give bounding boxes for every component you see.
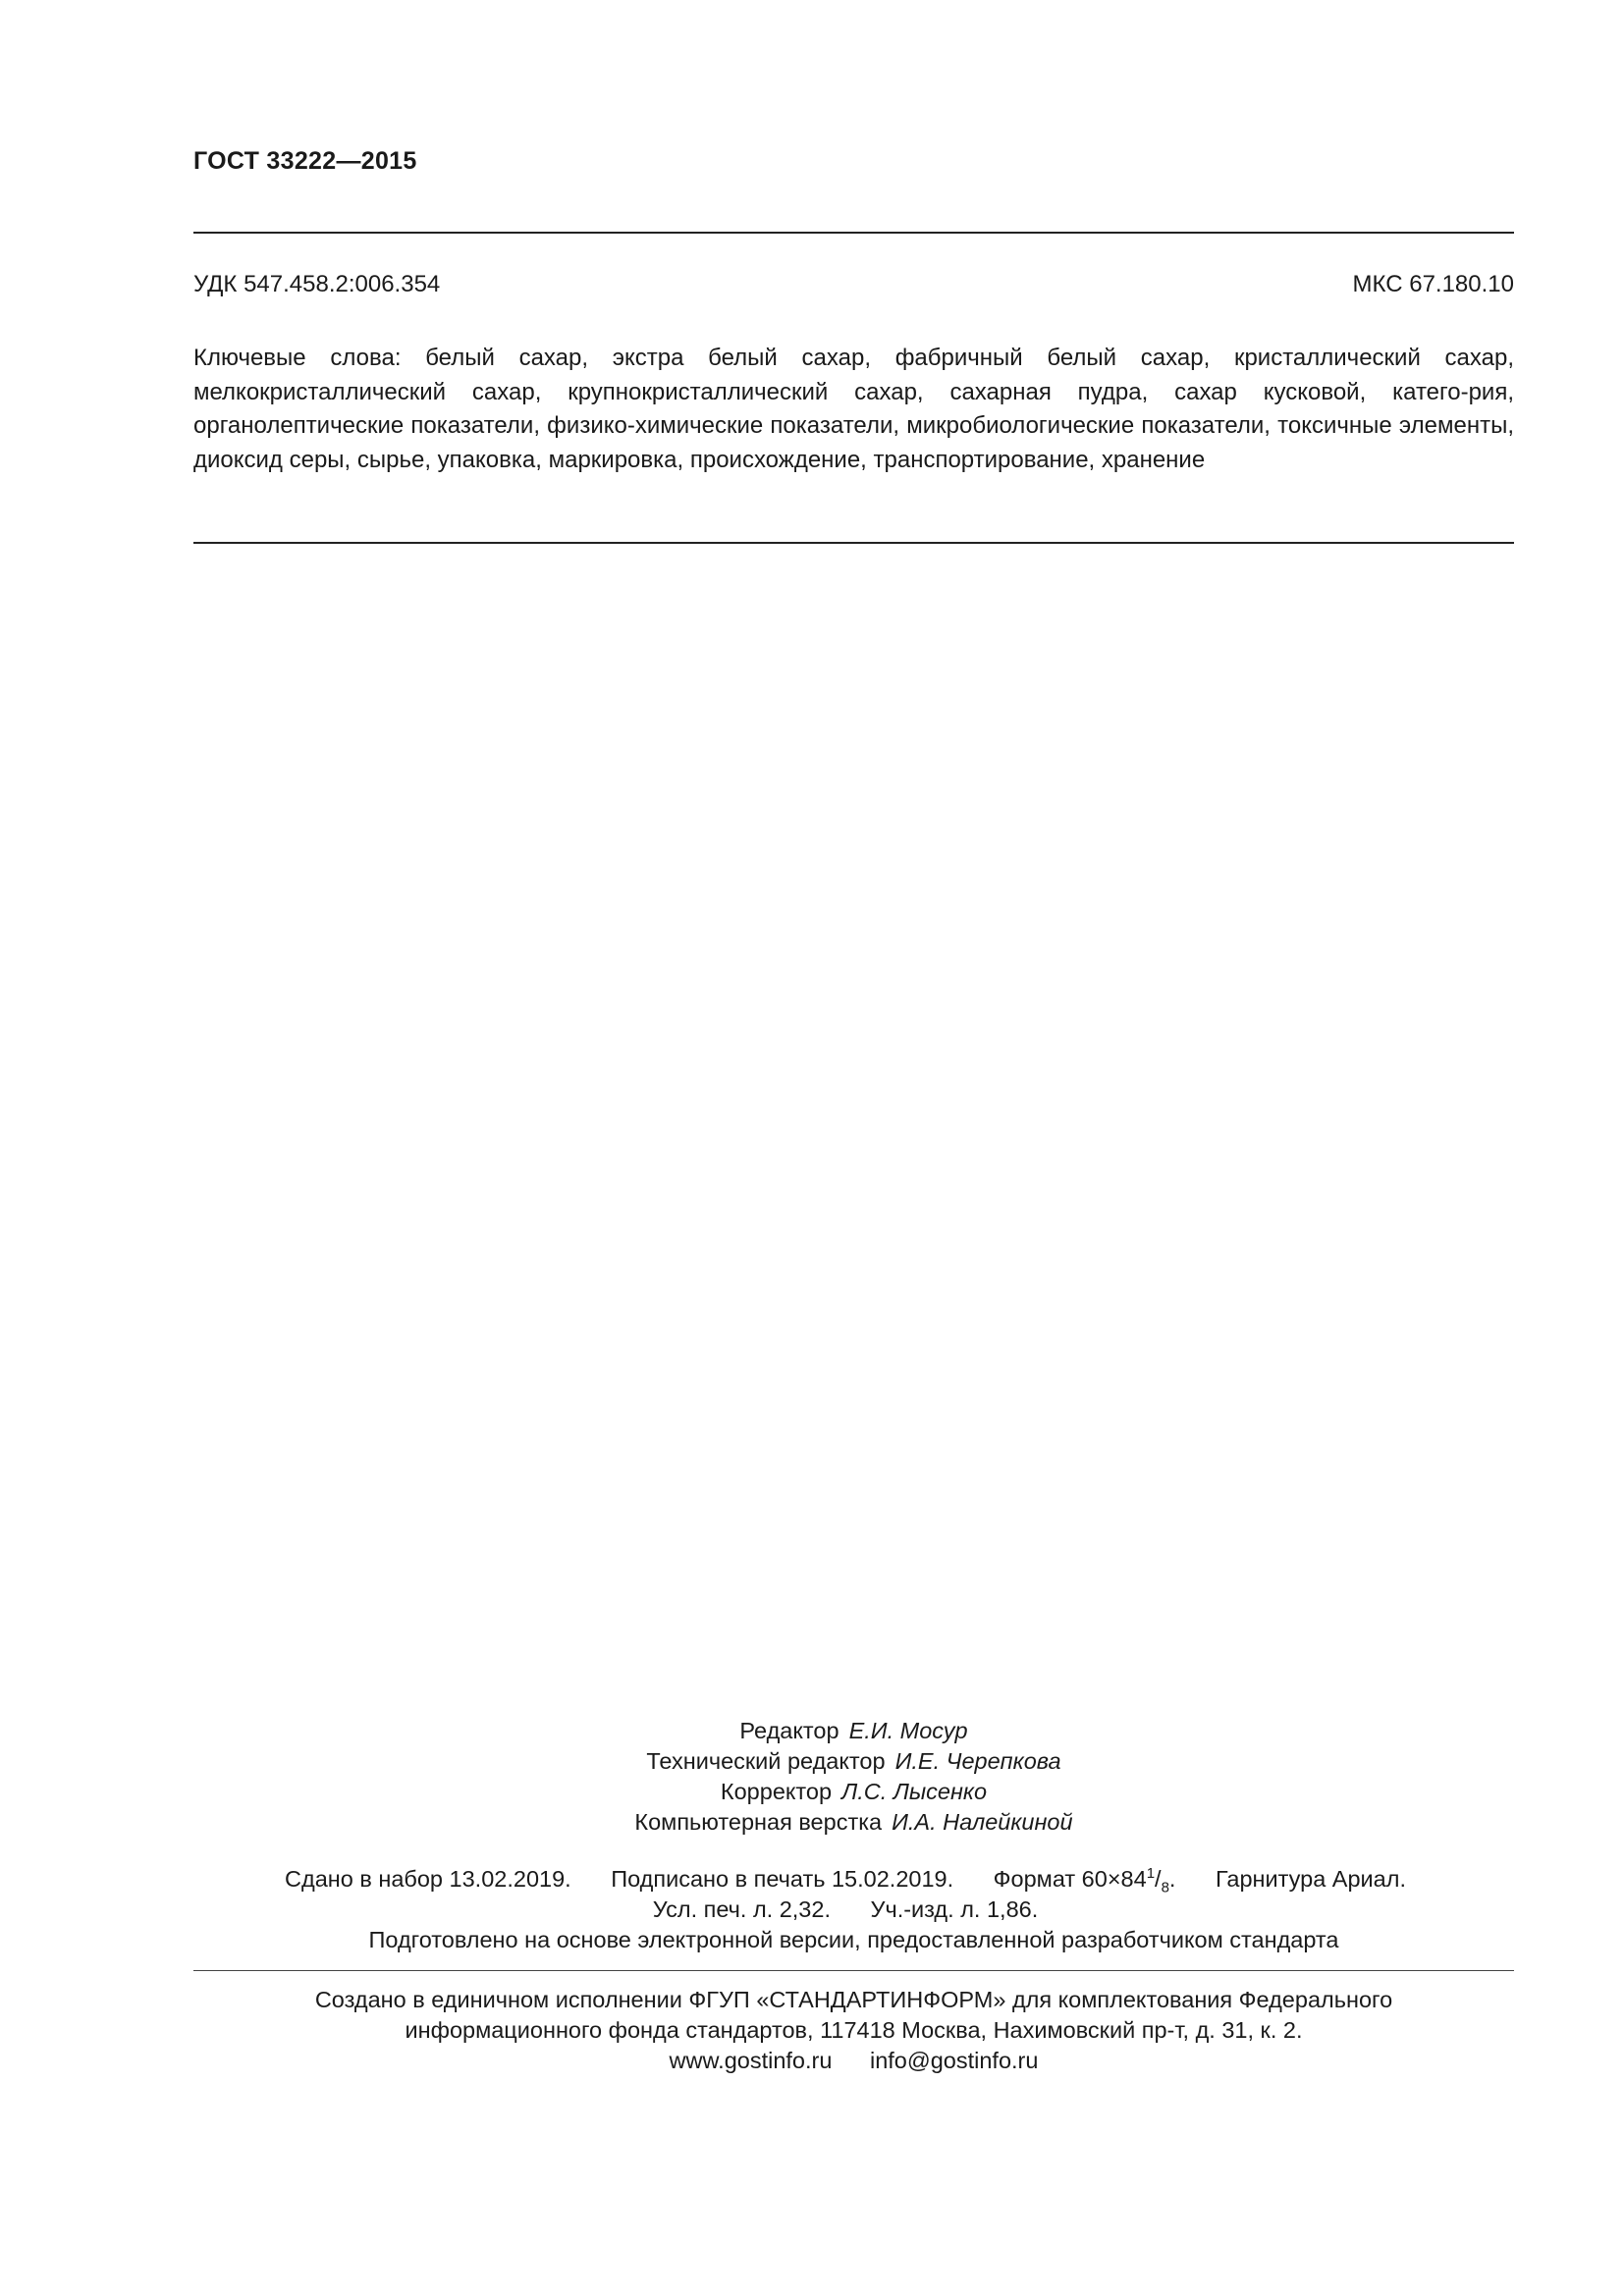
- publication-dates-line: [193, 1864, 1514, 1895]
- footer-line-1: Создано в единичном исполнении ФГУП «СТАНДАРТИНФОРМ» для комплектования Федерального: [314, 1987, 1393, 2012]
- credit-proofreader: [193, 1777, 1514, 1807]
- credit-name: И.Е. Черепкова: [894, 1748, 1061, 1774]
- footer-line-2: информационного фонда стандартов, 117418 Москва, Нахимовский пр-т, д. 31, к. 2.: [405, 2017, 1303, 2043]
- website-link[interactable]: www.gostinfo.ru: [669, 2048, 833, 2073]
- credit-role: Корректор: [720, 1779, 833, 1804]
- publication-block: [193, 1864, 1514, 1955]
- typeface: Гарнитура Ариал.: [1215, 1866, 1406, 1892]
- udk-code: УДК 547.458.2:006.354: [193, 271, 441, 297]
- credit-technical-editor: [193, 1746, 1514, 1777]
- top-divider: [193, 232, 1514, 234]
- format-denominator: 8: [1161, 1879, 1169, 1896]
- standard-code: ГОСТ 33222—2015: [193, 147, 417, 175]
- publication-sheets-line: [193, 1895, 1514, 1925]
- submitted-date: Сдано в набор 13.02.2019.: [285, 1866, 571, 1892]
- credit-name: И.А. Налейкиной: [892, 1809, 1073, 1835]
- signed-date: Подписано в печать 15.02.2019.: [611, 1866, 954, 1892]
- mks-code: МКС 67.180.10: [1352, 271, 1514, 297]
- keywords-divider: [193, 542, 1514, 544]
- format-suffix: .: [1168, 1866, 1176, 1892]
- format-prefix: Формат 60×84: [993, 1866, 1147, 1892]
- credit-layout: [193, 1807, 1514, 1838]
- email-link[interactable]: info@gostinfo.ru: [869, 2048, 1039, 2073]
- credit-role: Технический редактор: [646, 1748, 886, 1774]
- credit-role: Редактор: [739, 1718, 839, 1743]
- credit-editor: [193, 1716, 1514, 1746]
- footer-contacts: [193, 2046, 1514, 2076]
- publisher-sheets: Уч.-изд. л. 1,86.: [870, 1896, 1039, 1922]
- credits-block: [193, 1716, 1514, 1838]
- format-numerator: 1: [1146, 1865, 1156, 1883]
- footer-block: [193, 1985, 1514, 2076]
- print-sheets: Усл. печ. л. 2,32.: [652, 1896, 831, 1922]
- credit-role: Компьютерная верстка: [634, 1809, 883, 1835]
- format-slash: /: [1155, 1866, 1162, 1892]
- keywords-paragraph: Ключевые слова: белый сахар, экстра белый сахар, фабричный белый сахар, кристаллический сахар, мелкокристаллический сахар, крупнокристаллический сахар, сахарная пудра, сахар кусковой, катего-рия, органолептические показатели, физико-химические показатели, микробиологические показатели, токсичные элементы, диоксид серы, сырье, упаковка, маркировка, происхождение, транспортирование, хранение: [193, 345, 1514, 473]
- paper-format: [994, 1864, 1176, 1895]
- prepared-note: Подготовлено на основе электронной версии, предоставленной разработчиком стандарта: [368, 1927, 1339, 1952]
- credit-name: Л.С. Лысенко: [841, 1779, 988, 1804]
- credit-name: Е.И. Мосур: [848, 1718, 968, 1743]
- footer-divider: [193, 1970, 1514, 1971]
